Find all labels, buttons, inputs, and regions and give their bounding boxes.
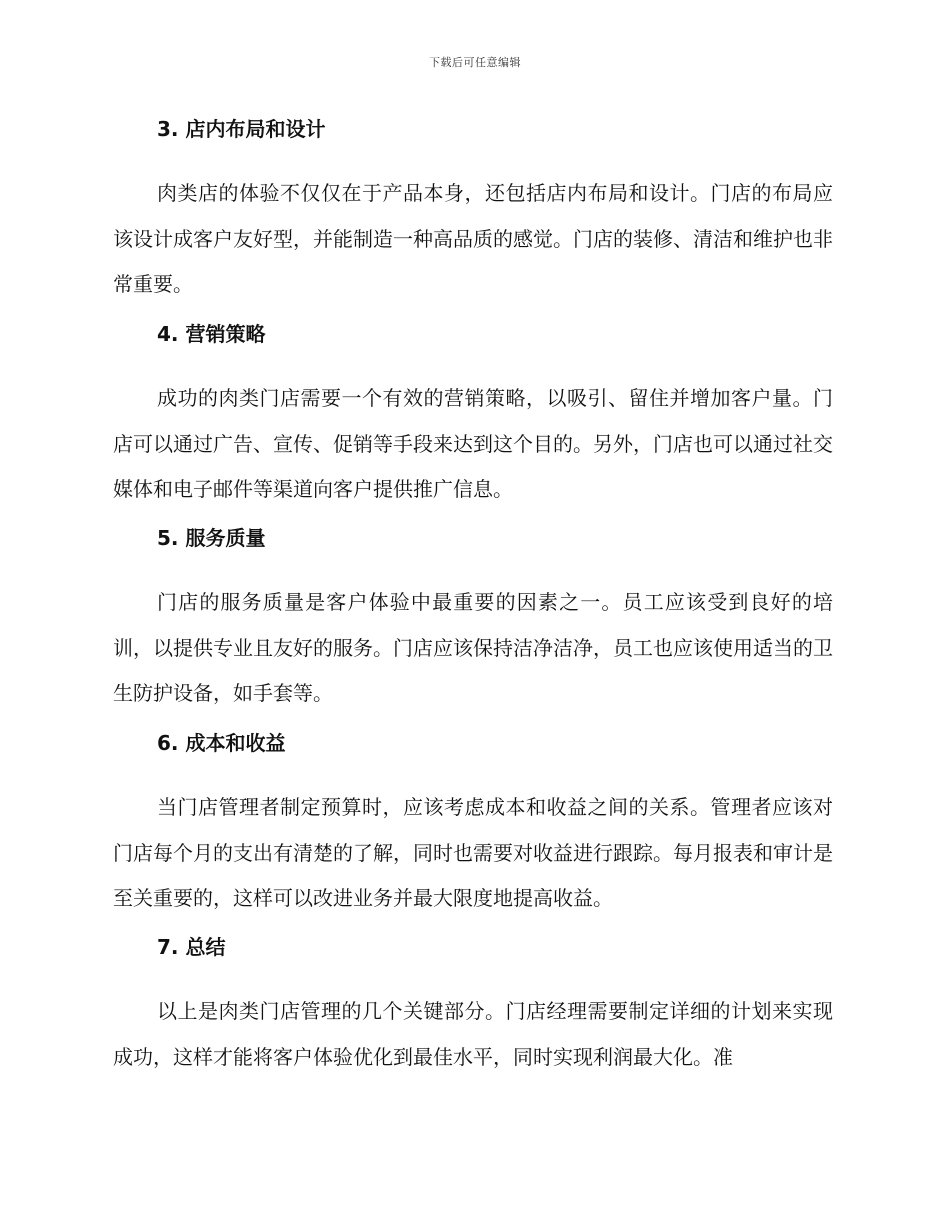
section-paragraph: 以上是肉类门店管理的几个关键部分。门店经理需要制定详细的计划来实现成功，这样才能将客户体验优化到最佳水平，同时实现利润最大化。准: [113, 999, 833, 1069]
section-heading: 5. 服务质量: [157, 526, 266, 550]
section-store-layout: [113, 115, 833, 308]
section-summary: [113, 933, 833, 1080]
section-paragraph: 当门店管理者制定预算时，应该考虑成本和收益之间的关系。管理者应该对门店每个月的支出有清楚的了解，同时也需要对收益进行跟踪。每月报表和审计是至关重要的，这样可以改进业务并最大限度地提高收益。: [113, 795, 833, 910]
section-heading: 6. 成本和收益: [157, 731, 286, 755]
section-heading: 3. 店内布局和设计: [157, 117, 326, 141]
section-heading: 4. 营销策略: [157, 322, 266, 346]
section-cost-and-revenue: [113, 729, 833, 922]
section-paragraph: 成功的肉类门店需要一个有效的营销策略，以吸引、留住并增加客户量。门店可以通过广告、宣传、促销等手段来达到这个目的。另外，门店也可以通过社交媒体和电子邮件等渠道向客户提供推广信息。: [113, 386, 833, 501]
section-paragraph: 门店的服务质量是客户体验中最重要的因素之一。员工应该受到良好的培训，以提供专业且友好的服务。门店应该保持洁净洁净，员工也应该使用适当的卫生防护设备，如手套等。: [113, 590, 833, 705]
header-note: 下载后可任意编辑: [429, 56, 521, 69]
section-heading: 7. 总结: [157, 935, 226, 959]
section-paragraph: 肉类店的体验不仅仅在于产品本身，还包括店内布局和设计。门店的布局应该设计成客户友好型，并能制造一种高品质的感觉。门店的装修、清洁和维护也非常重要。: [113, 181, 833, 296]
section-service-quality: [113, 524, 833, 717]
section-marketing-strategy: [113, 320, 833, 513]
